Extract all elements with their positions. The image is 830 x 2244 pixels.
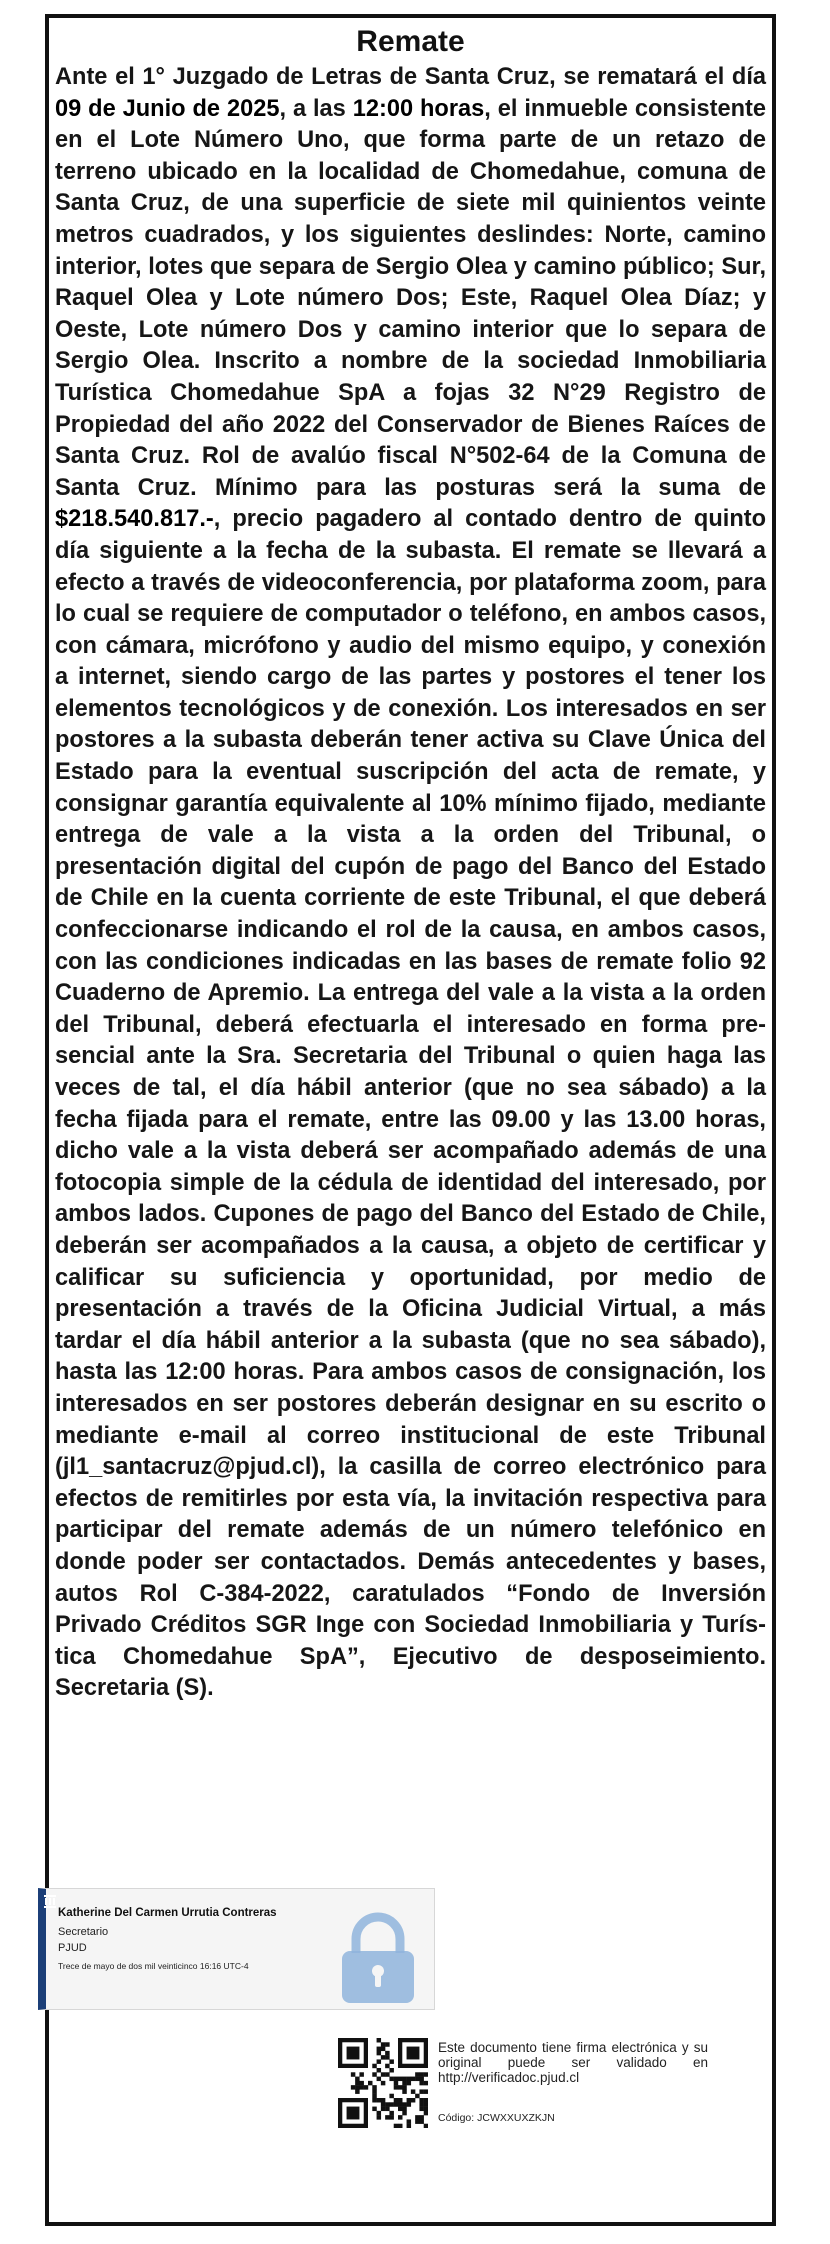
signature-box <box>38 1888 435 2010</box>
emphasized-text: $218.540.817.- <box>55 506 214 533</box>
body-segment: , precio pagadero al contado dentro de quinto día siguiente a la fecha de la subasta. El remate se llevará a efecto a través de videoconferencia, por plataforma zoom, para lo cual se requiere de computador o teléfono, en ambos casos, con cámara, micrófono y audio del mismo equipo, y conexión a internet, siendo cargo de las partes y postores el tener los elementos tecnológicos y de conexión. Los interesados en ser postores a la subasta deberán tener activa su Clave Única del Estado para la eventual suscripción del acta de remate, y consignar garantía equivalente al 10% mínimo fijado, mediante entrega de vale a la vista a la orden del Tribunal, o presentación digital del cupón de pago del Banco del Estado de Chile en la cuenta corriente de este Tribunal, el que deberá confeccionarse indicando el rol de la causa, en ambos casos, con las condiciones indicadas en las bases de remate folio 92 Cuaderno de Apremio. La entrega del vale a la vista a la orden del Tribunal, deberá efectuarla el interesado en forma presencial ante la Sra. Secretaria del Tribunal o quien haga las veces de tal, el día hábil anterior (que no sea sábado) a la fecha fijada para el remate, entre las 09.00 y las 13.00 horas, dicho vale a la vista deberá ser acompañado además de una fotocopia simple de la cédula de identidad del interesado, por ambos lados. Cupones de pago del Banco del Estado de Chile, deberán ser acompañados a la causa, a objeto de certificar y calificar su suficiencia y oportunidad, por medio de presentación a través de la Oficina Judicial Virtual, a más tardar el día hábil anterior a la subasta (que no sea sábado), hasta las 12:00 horas. Para ambos casos de consignación, los interesados en ser postores deberán designar en su escrito o mediante e-mail al correo institucional de este Tribunal (jl1_santacruz@pjud.cl), la casilla de correo electrónico para efectos de remitirles por esta vía, la invitación respectiva para participar del remate además de un número telefónico en donde poder ser contactados. Demás antecedentes y bases, autos Rol C-384-2022, caratulados “Fondo de Inversión Privado Créditos SGR Inge con Sociedad Inmobiliaria y Turística Chomedahue SpA”, Ejecutivo de desposeimiento. Secretaria (S). <box>55 506 766 1702</box>
qr-code-icon <box>338 2038 428 2128</box>
emphasized-text: 09 de Junio de 2025 <box>55 95 280 122</box>
body-segment: , a las <box>279 95 353 122</box>
signer-name: Katherine Del Carmen Urrutia Contreras <box>58 1907 277 1919</box>
notice-body <box>55 62 766 1705</box>
signature-date: Trece de mayo de dos mil veinticinco 16:16 UTC-4 <box>58 1961 249 1971</box>
notice-title: Remate <box>356 25 465 58</box>
signer-role: Secretario <box>58 1926 109 1938</box>
signer-org: PJUD <box>58 1942 87 1954</box>
emphasized-text: 12:00 horas <box>352 95 485 122</box>
court-emblem-icon <box>43 1893 57 1909</box>
verification-code: Código: JCWXXUXZKJN <box>438 2112 555 2124</box>
body-segment: Ante el 1° Juzgado de Letras de Santa Cruz, se rematará el día <box>55 64 766 90</box>
verification-text: Este documento tiene firma electrónica y su original puede ser validado en http://verificadoc.pjud.cl <box>438 2040 708 2085</box>
padlock-icon <box>328 1909 428 2005</box>
body-segment: , el inmueble consistente en el Lote Número Uno, que forma parte de un retazo de terreno ubicado en la localidad de Chomedahue, comuna de Santa Cruz, de una superficie de siete mil quinientos veinte metros cuadrados, y los siguientes deslindes: Norte, camino interior, lotes que separa de Sergio Olea y camino público; Sur, Raquel Olea y Lote número Dos; Este, Raquel Olea Díaz; y Oeste, Lote número Dos y camino interior que lo separa de Sergio Olea. Inscrito a nombre de la sociedad Inmobiliaria Turística Chomedahue SpA a fojas 32 N°29 Registro de Propiedad del año 2022 del Conservador de Bienes Raíces de Santa Cruz. Rol de avalúo fiscal N°502-64 de la Comuna de Santa Cruz. Mínimo para las posturas será la suma de <box>55 95 766 501</box>
